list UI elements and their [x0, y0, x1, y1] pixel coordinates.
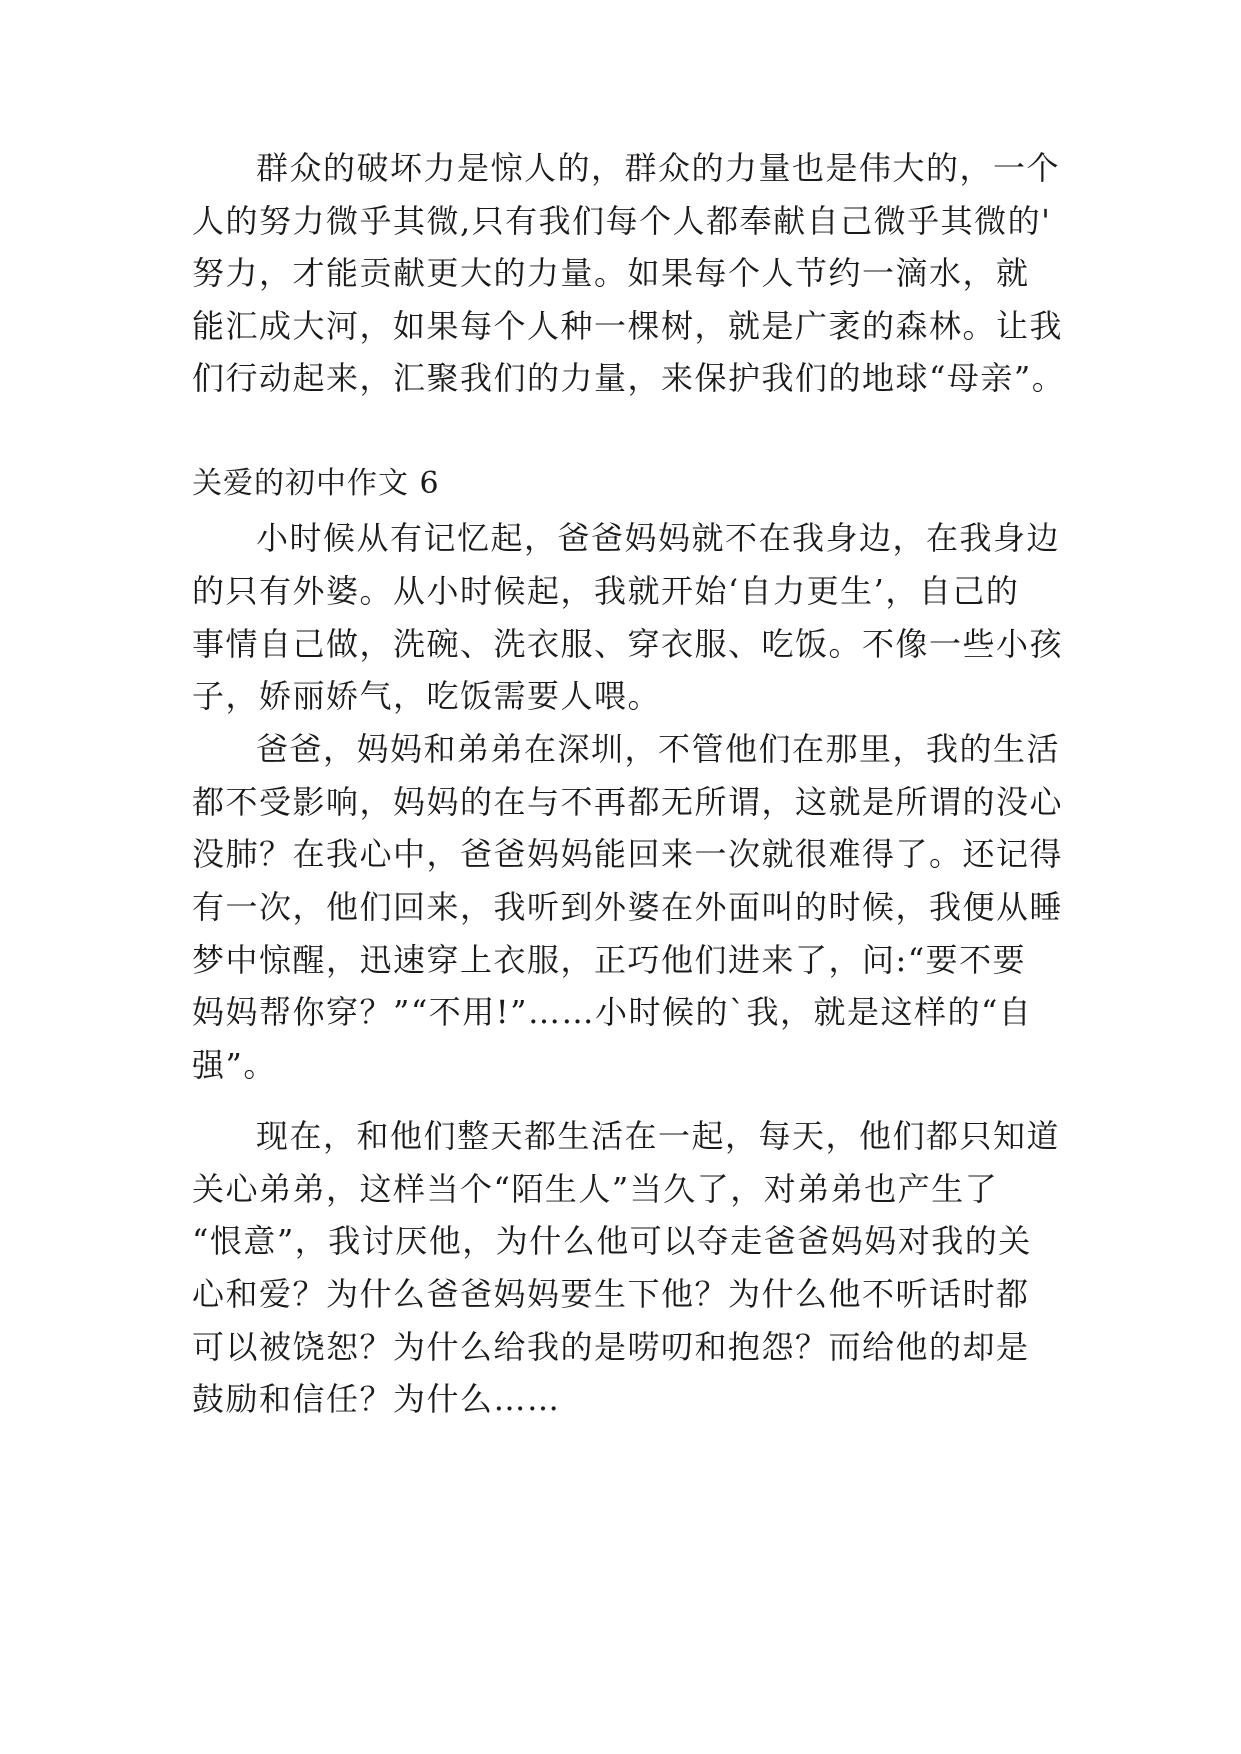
paragraph-2-line-1: 小时候从有记忆起，爸爸妈妈就不在我身边，在我身边: [256, 519, 1061, 557]
paragraph-3-line-2: 都不受影响，妈妈的在与不再都无所谓，这就是所谓的没心: [192, 783, 1064, 821]
paragraph-2-line-2: 的只有外婆。从小时候起，我就开始‘自力更生’，自己的: [192, 572, 1020, 610]
paragraph-1-line-5: 们行动起来，汇聚我们的力量，来保护我们的地球“母亲”。: [192, 359, 1066, 397]
paragraph-4-line-4: 心和爱？为什么爸爸妈妈要生下他？为什么他不听话时都: [192, 1275, 1030, 1313]
paragraph-3-line-5: 梦中惊醒，迅速穿上衣服，正巧他们进来了，问:“要不要: [192, 941, 1027, 979]
paragraph-3-line-6: 妈妈帮你穿？”“不用!”……小时候的`我，就是这样的“自: [192, 993, 1033, 1031]
paragraph-4-line-2: 关心弟弟，这样当个“陌生人”当久了，对弟弟也产生了: [192, 1170, 999, 1208]
paragraph-1-line-1: 群众的破坏力是惊人的，群众的力量也是伟大的，一个: [256, 149, 1061, 187]
paragraph-3-line-1: 爸爸，妈妈和弟弟在深圳，不管他们在那里，我的生活: [256, 730, 1061, 768]
paragraph-4-line-5: 可以被饶恕？为什么给我的是唠叨和抱怨？而给他的却是: [192, 1328, 1030, 1366]
paragraph-4-line-6: 鼓励和信任？为什么……: [192, 1380, 561, 1418]
paragraph-1-line-3: 努力，才能贡献更大的力量。如果每个人节约一滴水，就: [192, 254, 1030, 292]
paragraph-3-line-4: 有一次，他们回来，我听到外婆在外面叫的时候，我便从睡: [192, 888, 1064, 926]
section-title: 关爱的初中作文 6: [192, 466, 440, 501]
paragraph-4-line-1: 现在，和他们整天都生活在一起，每天，他们都只知道: [256, 1117, 1061, 1155]
paragraph-4-line-3: “恨意”，我讨厌他，为什么他可以夺走爸爸妈妈对我的关: [192, 1222, 1032, 1260]
paragraph-3-line-7: 强”。: [192, 1046, 277, 1084]
paragraph-2-line-3: 事情自己做，洗碗、洗衣服、穿衣服、吃饭。不像一些小孩: [192, 625, 1064, 663]
paragraph-3-line-3: 没肺？在我心中，爸爸妈妈能回来一次就很难得了。还记得: [192, 835, 1064, 873]
paragraph-2-line-4: 子，娇丽娇气，吃饭需要人喂。: [192, 677, 662, 715]
paragraph-1-line-4: 能汇成大河，如果每个人种一棵树，就是广袤的森林。让我: [192, 307, 1064, 345]
paragraph-1-line-2: 人的努力微乎其微,只有我们每个人都奉献自己微乎其微的': [192, 202, 1052, 240]
